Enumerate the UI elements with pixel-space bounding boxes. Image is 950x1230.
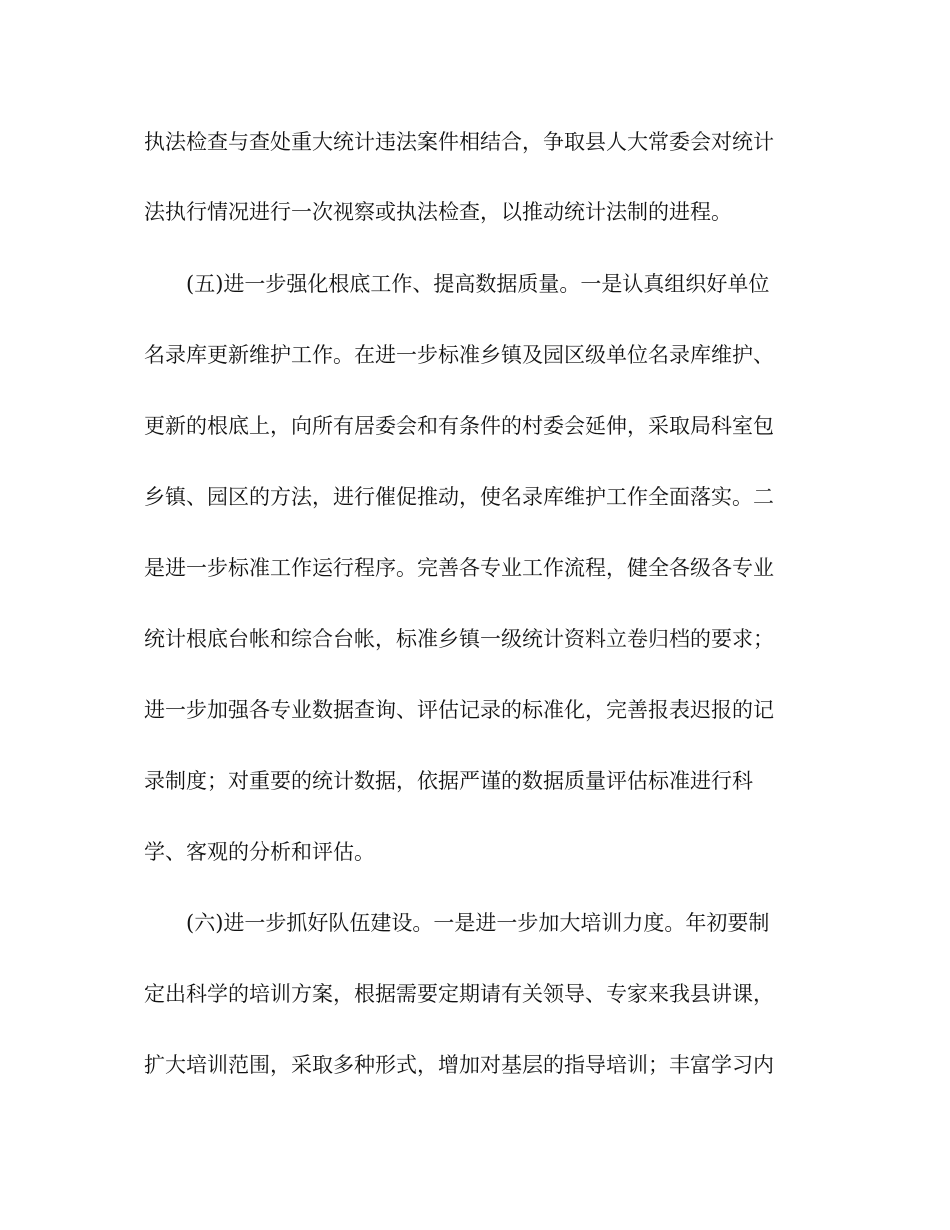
text-line: 录制度；对重要的统计数据，依据严谨的数据质量评估标准进行科 [144, 769, 753, 793]
section-heading-line: (五)进一步强化根底工作、提高数据质量。一是认真组织好单位 [186, 272, 770, 296]
text-line: 名录库更新维护工作。在进一步标准乡镇及园区级单位名录库维护、 [144, 343, 774, 367]
text-line: 定出科学的培训方案，根据需要定期请有关领导、专家来我县讲课， [144, 982, 774, 1006]
text-line: 法执行情况进行一次视察或执法检查，以推动统计法制的进程。 [144, 200, 732, 224]
text-line: 是进一步标准工作运行程序。完善各专业工作流程，健全各级各专业 [144, 556, 774, 580]
text-line: 执法检查与查处重大统计违法案件相结合，争取县人大常委会对统计 [144, 130, 774, 154]
text-line: 扩大培训范围，采取多种形式，增加对基层的指导培训；丰富学习内 [144, 1053, 774, 1077]
text-line: 学、客观的分析和评估。 [144, 840, 375, 864]
text-line: 进一步加强各专业数据查询、评估记录的标准化，完善报表迟报的记 [144, 698, 774, 722]
text-line: 乡镇、园区的方法，进行催促推动，使名录库维护工作全面落实。二 [144, 485, 774, 509]
text-line: 更新的根底上，向所有居委会和有条件的村委会延伸，采取局科室包 [144, 414, 774, 438]
section-heading-line: (六)进一步抓好队伍建设。一是进一步加大培训力度。年初要制 [186, 911, 770, 935]
text-line: 统计根底台帐和综合台帐，标准乡镇一级统计资料立卷归档的要求； [144, 627, 774, 651]
